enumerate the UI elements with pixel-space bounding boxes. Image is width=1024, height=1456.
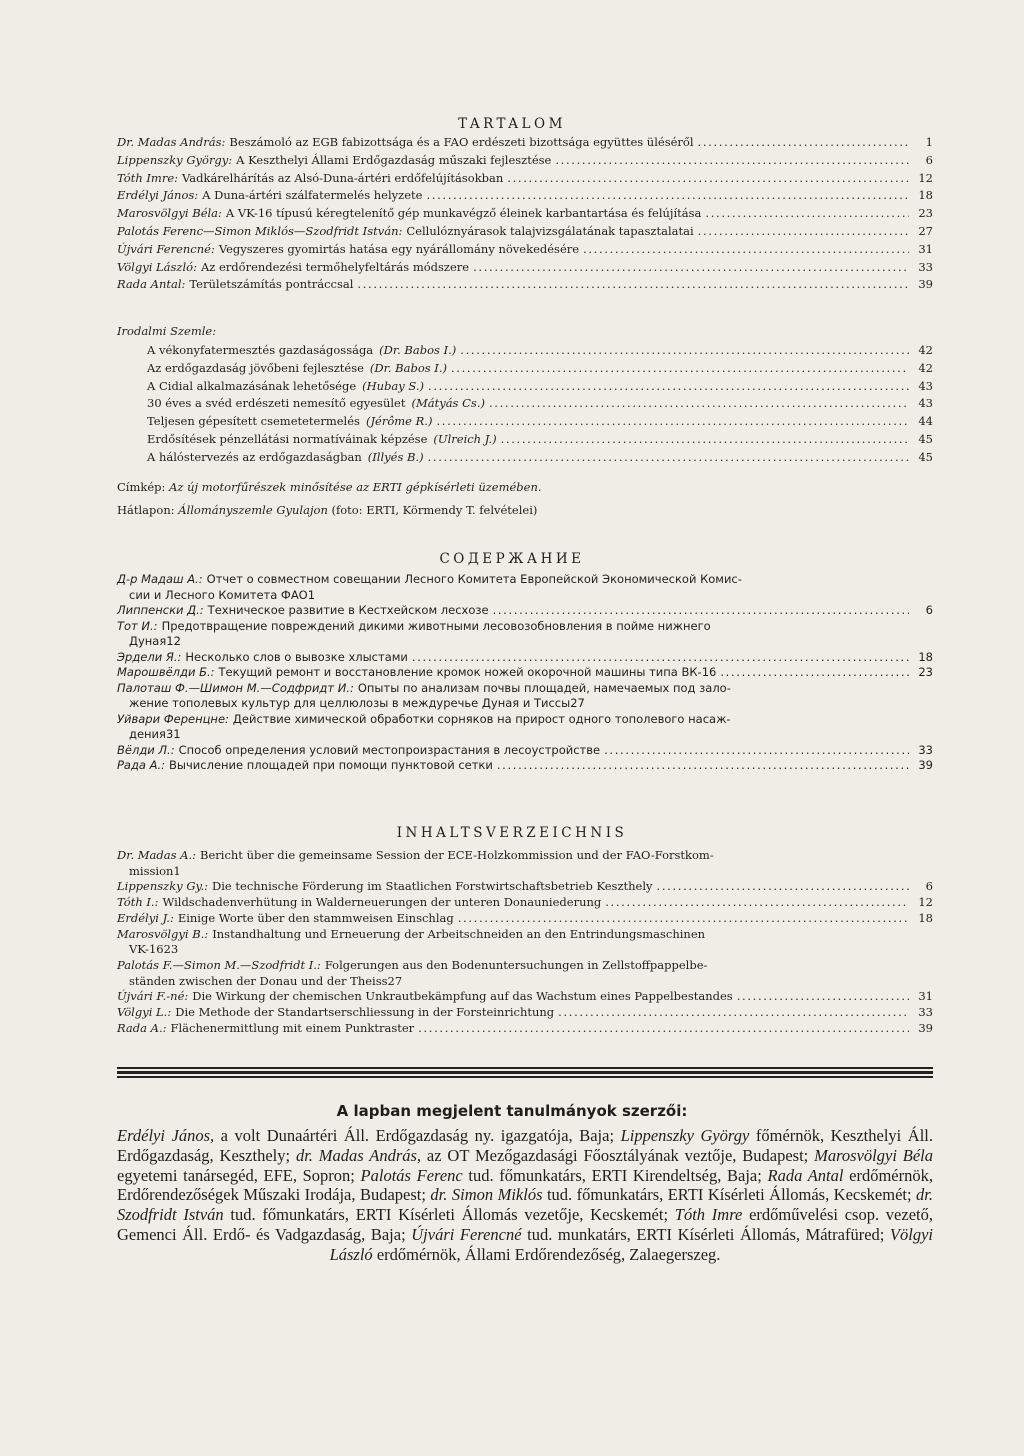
toc-entry: [117, 927, 933, 958]
literature-author: (Illyés B.): [367, 449, 424, 464]
toc-entry: [117, 989, 933, 1005]
entry-title: Техническое развитие в Кестхейском лесхозе: [207, 603, 489, 617]
entry-title: Vadkárelhárítás az Alsó-Duna-ártéri erdőfelújításokban: [182, 170, 504, 185]
toc-row-continued: [117, 696, 933, 712]
page-number: 45: [918, 449, 933, 464]
cover-caption: [117, 480, 542, 494]
page-number: 18: [918, 188, 933, 203]
toc-entry: [117, 712, 933, 743]
entry-title: Die Wirkung der chemischen Unkrautbekämpfung auf das Wachstum eines Pappelbestandes: [192, 989, 733, 1004]
author-affiliation: erdőmérnök, Erdőrendezőségek Műszaki Irodája, Budapest;: [117, 1165, 933, 1205]
dot-leader: [737, 989, 909, 1005]
toc-entry: [117, 603, 933, 619]
toc-row: [117, 879, 933, 895]
entry-title-continued: mission: [129, 863, 174, 878]
section-title-hu: TARTALOM: [458, 116, 566, 132]
toc-row: [117, 1021, 933, 1037]
entry-title: Действие химической обработки сорняков на прирост одного тополевого насаж-: [232, 711, 731, 726]
dot-leader: [583, 241, 909, 259]
entry-author: Palotás Ferenc—Simon Miklós—Szodfridt István:: [117, 223, 403, 238]
dot-leader: [698, 134, 909, 152]
dot-leader: [605, 895, 909, 911]
toc-row: [117, 758, 933, 774]
entry-title: Einige Worte über den stammweisen Einschlag: [177, 910, 454, 925]
literature-author: (Dr. Babos I.): [369, 360, 447, 375]
dot-leader: [426, 187, 909, 205]
page-number: 33: [918, 259, 933, 274]
literature-row: [147, 413, 933, 431]
page-number: 44: [918, 414, 933, 429]
entry-title: A VK-16 típusú kéregtelenítő gép munkavégző éleinek karbantartása és felújítása: [225, 206, 702, 221]
page-number: 39: [918, 277, 933, 292]
cover-text: Az új motorfűrészek minősítése az ERTI gépkísérleti üzemében.: [169, 480, 542, 494]
page-number: 1: [307, 587, 316, 602]
back-caption: [117, 503, 537, 517]
dot-leader: [698, 223, 909, 241]
dot-leader: [428, 378, 909, 396]
page-number: 42: [918, 360, 933, 375]
toc-row: [117, 743, 933, 759]
toc-entry: [117, 895, 933, 911]
page-number: 23: [918, 206, 933, 221]
author-affiliation: erdőmérnök, Állami Erdőrendezőség, Zalaegerszeg.: [372, 1244, 721, 1264]
entry-title-continued: жение тополевых культур для целлюлозы в междуречье Дуная и Тиссы: [129, 696, 571, 710]
entry-title: Способ определения условий местопроизрастания в лесоустройстве: [178, 742, 601, 757]
page-number: 6: [925, 152, 933, 167]
entry-author: Újvári Ferencné:: [117, 241, 215, 256]
toc-entry: [117, 276, 933, 294]
toc-row: [117, 848, 933, 864]
entry-title: Cellulóznyárasok talajvizsgálatának tapasztalatai: [406, 223, 694, 238]
entry-author: Marosvölgyi Béla:: [117, 206, 222, 221]
authors-heading: A lapban megjelent tanulmányok szerzői:: [336, 1102, 688, 1120]
author-affiliation: tud. főmunkatárs, ERTI Kísérleti Állomás, Kecskemét;: [542, 1185, 917, 1205]
dot-leader: [418, 1021, 909, 1037]
entry-title: A Keszthelyi Állami Erdőgazdaság műszaki fejlesztése: [236, 152, 552, 167]
toc-row: [117, 170, 933, 188]
toc-row: [117, 895, 933, 911]
dot-leader: [497, 758, 909, 774]
entry-title: Wildschadenverhütung in Walderneuerungen der unteren Donauniederung: [162, 895, 602, 910]
author-affiliation: a volt Dunaártéri Áll. Erdőgazdaság ny. igazgatója, Baja;: [214, 1126, 621, 1145]
entry-author: Палоташ Ф.—Шимон М.—Содфридт И.:: [117, 680, 354, 695]
page-number: 12: [918, 895, 933, 910]
toc-entry: [117, 572, 933, 603]
toc-entry: [117, 259, 933, 277]
toc-row-continued: [117, 727, 933, 743]
literature-title: A Cidial alkalmazásának lehetősége: [147, 378, 357, 393]
page-number: 12: [918, 170, 933, 185]
entry-author: Tóth I.:: [117, 895, 159, 910]
entry-title: Опыты по анализам почвы площадей, намечаемых под зало-: [357, 680, 731, 695]
page-number: 33: [918, 1005, 933, 1020]
page-number: 39: [918, 758, 933, 772]
author-name: Tóth Imre: [674, 1205, 743, 1225]
author-affiliation: főmérnök, Keszthelyi Áll. Erdőgazdaság, Keszthely;: [117, 1126, 933, 1165]
author-name: Völgyi László: [329, 1224, 933, 1264]
toc-row: [117, 259, 933, 277]
cover-label: Címkép:: [117, 480, 166, 494]
author-name: Palotás Ferenc: [360, 1165, 463, 1185]
section-title-ru: СОДЕРЖАНИЕ: [439, 551, 585, 567]
entry-author: Tóth Imre:: [117, 170, 179, 185]
dot-leader: [436, 413, 909, 431]
toc-entry: [117, 665, 933, 681]
toc-row-continued: [117, 942, 933, 958]
dot-leader: [489, 395, 909, 413]
dot-leader: [555, 152, 909, 170]
toc-row: [117, 989, 933, 1005]
entry-title: Предотвращение повреждений дикими животными лесовозобновления в пойме нижнего: [161, 618, 711, 633]
dot-leader: [604, 743, 909, 759]
toc-entry: [117, 1005, 933, 1021]
entry-title: Die technische Förderung im Staatlichen Forstwirtschaftsbetrieb Keszthely: [212, 879, 653, 894]
entry-author: Erdélyi J.:: [117, 910, 174, 925]
toc-row: [117, 665, 933, 681]
entry-author: Völgyi László:: [117, 259, 197, 274]
entry-title: Die Methode der Standartserschliessung in der Forsteinrichtung: [175, 1005, 555, 1020]
author-name: dr. Madas András,: [295, 1145, 422, 1165]
entry-title: A Duna-ártéri szálfatermelés helyzete: [202, 188, 423, 203]
page-number: 1: [925, 135, 933, 149]
toc-entry: [117, 1021, 933, 1037]
entry-author: Lippenszky György:: [117, 152, 233, 167]
toc-row-continued: [117, 864, 933, 880]
entry-title-continued: ständen zwischen der Donau und der Theiss: [129, 973, 388, 988]
entry-title: Instandhaltung und Erneuerung der Arbeitschneiden an den Entrindungsmaschinen: [212, 926, 706, 941]
toc-row: [117, 152, 933, 170]
entry-title: Beszámoló az EGB fabizottsága és a FAO erdészeti bizottsága együttes üléséről: [229, 135, 694, 149]
toc-entry: [117, 879, 933, 895]
page-number: 42: [918, 343, 933, 357]
toc-row: [117, 205, 933, 223]
toc-row: [117, 572, 933, 588]
page-number: 31: [165, 727, 181, 741]
toc-hungarian: [117, 134, 933, 294]
entry-author: Липпенски Д.:: [117, 603, 204, 617]
toc-row: [117, 187, 933, 205]
toc-row: [117, 927, 933, 943]
toc-row: [117, 911, 933, 927]
toc-entry: [117, 958, 933, 989]
author-affiliation: tud. munkatárs, ERTI Kísérleti Állomás, Mátrafüred;: [521, 1224, 890, 1244]
literature-row: [147, 395, 933, 413]
page-number: 31: [918, 989, 933, 1004]
entry-title-continued: Дуная: [129, 634, 167, 648]
entry-author: Д-р Мадаш А.:: [117, 572, 203, 586]
author-name: Rada Antal: [767, 1165, 844, 1185]
entry-title: Területszámítás pontráccsal: [189, 277, 354, 292]
toc-row: [117, 712, 933, 728]
entry-title: Вычисление площадей при помощи пунктовой сетки: [169, 758, 493, 772]
page-number: 45: [918, 431, 933, 446]
dot-leader: [460, 342, 909, 360]
toc-row-continued: [117, 974, 933, 990]
page-number: 23: [163, 942, 179, 957]
toc-row-continued: [117, 588, 933, 604]
page-number: 31: [918, 241, 933, 256]
dot-leader: [412, 650, 909, 666]
entry-author: Lippenszky Gy.:: [117, 879, 209, 894]
page-number: 18: [918, 910, 933, 925]
author-affiliation: erdőművelési csop. vezető, Gemenci Áll. Erdő- és Vadgazdaság, Baja;: [117, 1205, 933, 1244]
toc-row: [117, 1005, 933, 1021]
double-rule: [117, 1067, 933, 1080]
literature-title: A hálóstervezés az erdőgazdaságban: [147, 449, 362, 464]
literature-author: (Dr. Babos I.): [379, 343, 457, 357]
toc-entry: [117, 681, 933, 712]
entry-title: Vegyszeres gyomirtás hatása egy nyárállomány növekedésére: [218, 241, 580, 256]
dot-leader: [357, 276, 909, 294]
literature-title: Az erdőgazdaság jövőbeni fejlesztése: [147, 360, 364, 375]
page-number: 27: [387, 973, 403, 988]
entry-author: Уйвари Ференцне:: [117, 711, 229, 726]
author-affiliation: az OT Mezőgazdasági Főosztályának veztője, Budapest;: [421, 1145, 815, 1165]
dot-leader: [501, 431, 909, 449]
literature-row: [147, 378, 933, 396]
author-name: Erdélyi János,: [117, 1126, 215, 1145]
literature-author: (Mátyás Cs.): [411, 396, 485, 411]
page-number: 33: [918, 742, 933, 757]
entry-author: Újvári F.-né:: [117, 989, 189, 1004]
literature-title: 30 éves a svéd erdészeti nemesítő egyesület: [147, 396, 406, 411]
page-number: 23: [918, 665, 933, 679]
entry-title-continued: дения: [129, 727, 166, 741]
entry-author: Эрдели Я.:: [117, 649, 182, 664]
entry-author: Rada A.:: [117, 1020, 167, 1035]
literature-row: [147, 342, 933, 360]
author-name: Újvári Ferencné: [411, 1224, 522, 1244]
entry-author: Рада А.:: [117, 758, 166, 772]
page-number: 27: [570, 696, 585, 710]
toc-entry: [117, 758, 933, 774]
dot-leader: [558, 1005, 909, 1021]
author-affiliation: tud. főmunkatárs, ERTI Kirendeltség, Baja;: [462, 1165, 768, 1185]
toc-row: [117, 603, 933, 619]
entry-author: Марошвёлди Б.:: [117, 665, 215, 679]
author-name: dr. Simon Miklós: [430, 1185, 543, 1205]
entry-author: Вёлди Л.:: [117, 742, 175, 757]
toc-row: [117, 134, 933, 152]
entry-author: Тот И.:: [117, 618, 158, 633]
dot-leader: [657, 879, 909, 895]
toc-entry: [117, 187, 933, 205]
entry-title: Отчет о совместном совещании Лесного Комитета Европейской Экономической Комис-: [206, 572, 742, 586]
author-affiliation: egyetemi tanársegéd, EFE, Sopron;: [117, 1165, 361, 1185]
author-affiliation: tud. főmunkatárs, ERTI Kísérleti Állomás vezetője, Kecskemét;: [223, 1205, 675, 1225]
entry-author: Dr. Madas A.:: [117, 848, 197, 862]
page-number: 18: [918, 649, 933, 664]
toc-german: [117, 848, 933, 1036]
entry-title: Az erdőrendezési termőhelyfeltárás módszere: [200, 259, 470, 274]
entry-title: Folgerungen aus den Bodenuntersuchungen in Zellstoffpappelbe-: [324, 957, 708, 972]
toc-row: [117, 958, 933, 974]
toc-entry: [117, 152, 933, 170]
page-number: 43: [918, 378, 933, 393]
toc-entry: [117, 223, 933, 241]
toc-row: [117, 681, 933, 697]
page-number: 39: [918, 1020, 933, 1035]
toc-entry: [117, 650, 933, 666]
entry-author: Marosvölgyi B.:: [117, 926, 209, 941]
dot-leader: [473, 259, 909, 277]
dot-leader: [705, 205, 909, 223]
entry-title: Несколько слов о вывозке хлыстами: [185, 649, 408, 664]
toc-entry: [117, 848, 933, 879]
toc-row-continued: [117, 634, 933, 650]
literature-author: (Ulreich J.): [433, 431, 497, 446]
toc-entry: [117, 170, 933, 188]
page-number: 6: [925, 879, 933, 894]
dot-leader: [507, 170, 909, 188]
toc-entry: [117, 134, 933, 152]
literature-row: [147, 431, 933, 449]
entry-title-continued: сии и Лесного Комитета ФАО: [129, 587, 308, 602]
page-number: 12: [166, 634, 181, 648]
toc-entry: [117, 911, 933, 927]
toc-row: [117, 223, 933, 241]
literature-row: [147, 449, 933, 467]
literature-author: (Jérôme R.): [365, 414, 433, 429]
page-number: 27: [918, 223, 933, 238]
literature-list: [117, 342, 933, 467]
section-title-de: INHALTSVERZEICHNIS: [396, 825, 628, 841]
dot-leader: [458, 911, 909, 927]
toc-row: [117, 276, 933, 294]
literature-title: Teljesen gépesített csemetetermelés: [147, 414, 360, 429]
entry-title-continued: VK-16: [129, 942, 164, 957]
toc-entry: [117, 619, 933, 650]
literature-title: Erdősítések pénzellátási normatíváinak képzése: [147, 431, 428, 446]
author-name: Marosvölgyi Béla: [814, 1145, 933, 1165]
authors-paragraph: [117, 1126, 933, 1265]
toc-russian: [117, 572, 933, 774]
entry-author: Palotás F.—Simon M.—Szodfridt I.:: [117, 957, 321, 972]
dot-leader: [428, 449, 909, 467]
toc-row: [117, 650, 933, 666]
literature-row: [147, 360, 933, 378]
entry-title: Bericht über die gemeinsame Session der ECE-Holzkommission und der FAO-Forstkom-: [200, 848, 714, 862]
entry-title: Flächenermittlung mit einem Punktraster: [170, 1020, 415, 1035]
page-number: 6: [925, 603, 933, 617]
author-name: Lippenszky György: [620, 1126, 750, 1145]
page-number: 1: [173, 863, 181, 878]
dot-leader: [720, 665, 909, 681]
entry-author: Rada Antal:: [117, 277, 186, 292]
page-number: 43: [918, 396, 933, 411]
literature-author: (Hubay S.): [362, 378, 425, 393]
entry-author: Erdélyi János:: [117, 188, 199, 203]
dot-leader: [451, 360, 909, 378]
toc-entry: [117, 205, 933, 223]
literature-heading: Irodalmi Szemle:: [117, 324, 217, 338]
entry-author: Völgyi L.:: [117, 1005, 172, 1020]
entry-author: Dr. Madas András:: [117, 135, 226, 149]
back-label: Hátlapon:: [117, 503, 175, 517]
literature-title: A vékonyfatermesztés gazdaságossága: [147, 343, 374, 357]
back-italic: Állományszemle Gyulajon: [178, 503, 328, 517]
back-rest: (foto: ERTI, Körmendy T. felvételei): [331, 503, 538, 517]
toc-entry: [117, 743, 933, 759]
author-name: dr. Szodfridt István: [117, 1185, 933, 1225]
entry-title: Текущий ремонт и восстановление кромок ножей окорочной машины типа ВК-16: [218, 665, 717, 679]
toc-entry: [117, 241, 933, 259]
toc-row: [117, 241, 933, 259]
toc-row: [117, 619, 933, 635]
dot-leader: [493, 603, 909, 619]
